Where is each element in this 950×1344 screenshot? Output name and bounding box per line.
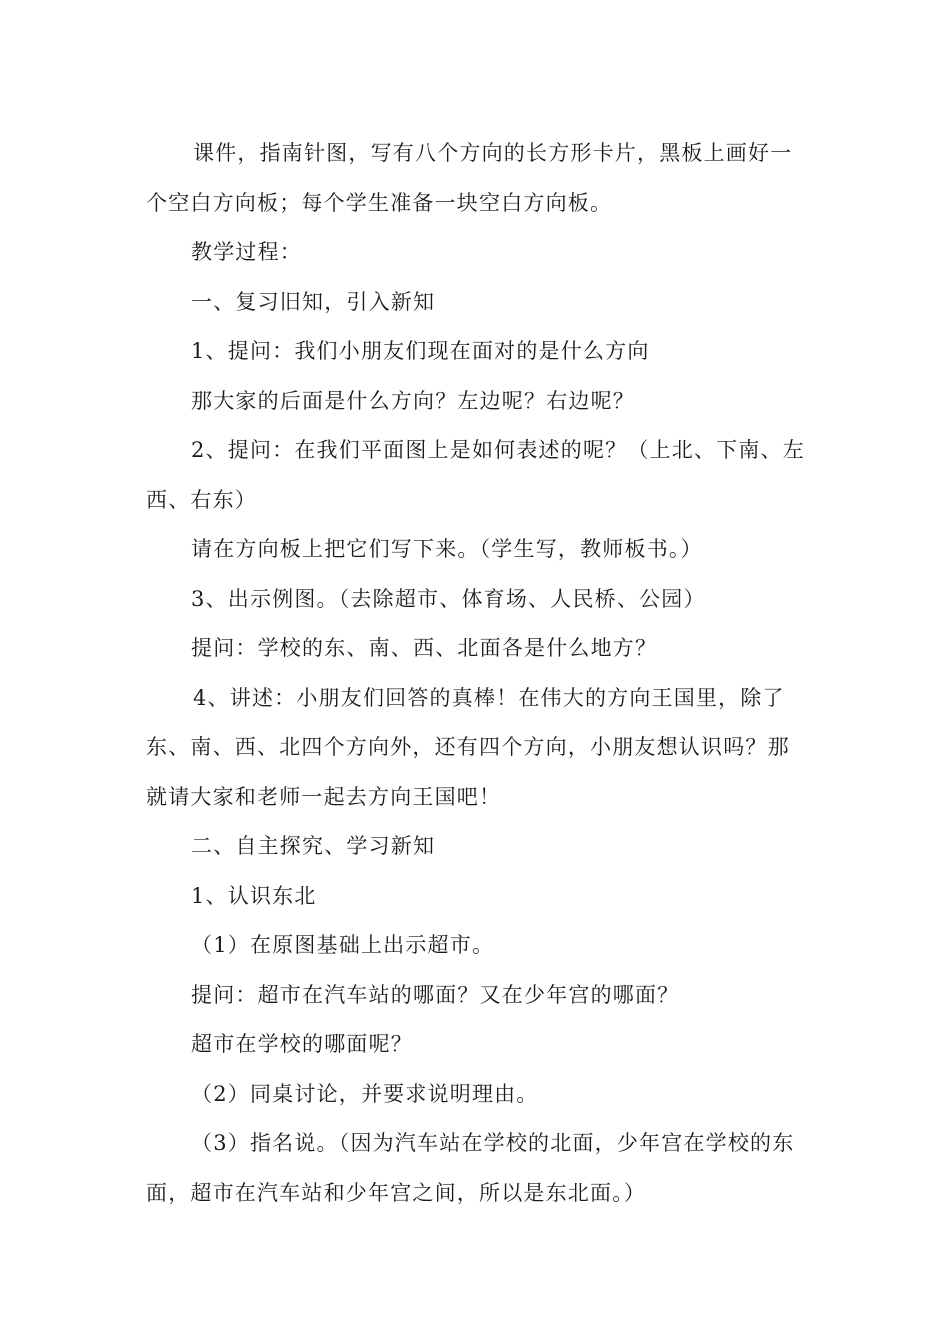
paragraph-line: （1）在原图基础上出示超市。 <box>191 933 495 957</box>
section-heading: 二、自主探究、学习新知 <box>191 834 436 858</box>
paragraph-line: （3）指名说。（因为汽车站在学校的北面，少年宫在学校的东 <box>191 1131 795 1155</box>
paragraph-line: 2、提问：在我们平面图上是如何表述的呢？（上北、下南、左 <box>191 438 805 462</box>
paragraph-line: 1、提问：我们小朋友们现在面对的是什么方向 <box>191 339 650 363</box>
paragraph-line: 请在方向板上把它们写下来。（学生写，教师板书。） <box>191 537 703 561</box>
subsection-heading: 1、认识东北 <box>191 884 317 908</box>
paragraph-line: 西、右东） <box>146 488 257 512</box>
paragraph-line: 面，超市在汽车站和少年宫之间，所以是东北面。） <box>146 1181 647 1205</box>
paragraph-line: 那大家的后面是什么方向？左边呢？右边呢？ <box>191 389 635 413</box>
paragraph-line: 课件，指南针图，写有八个方向的长方形卡片，黑板上画好一 <box>193 141 793 165</box>
paragraph-line: 就请大家和老师一起去方向王国吧！ <box>146 785 502 809</box>
paragraph-line: 提问：超市在汽车站的哪面？又在少年宫的哪面？ <box>191 983 680 1007</box>
paragraph-line: 个空白方向板；每个学生准备一块空白方向板。 <box>146 191 613 215</box>
paragraph-line: 提问：学校的东、南、西、北面各是什么地方？ <box>191 636 658 660</box>
paragraph-line: 超市在学校的哪面呢？ <box>191 1032 413 1056</box>
paragraph-line: 4、讲述：小朋友们回答的真棒！在伟大的方向王国里，除了 <box>193 686 785 710</box>
paragraph-line: 东、南、西、北四个方向外，还有四个方向，小朋友想认识吗？那 <box>146 735 790 759</box>
paragraph-line: 3、出示例图。（去除超市、体育场、人民桥、公园） <box>191 587 706 611</box>
section-heading: 教学过程： <box>191 240 302 264</box>
paragraph-line: （2）同桌讨论，并要求说明理由。 <box>191 1082 539 1106</box>
section-heading: 一、复习旧知，引入新知 <box>191 290 436 314</box>
